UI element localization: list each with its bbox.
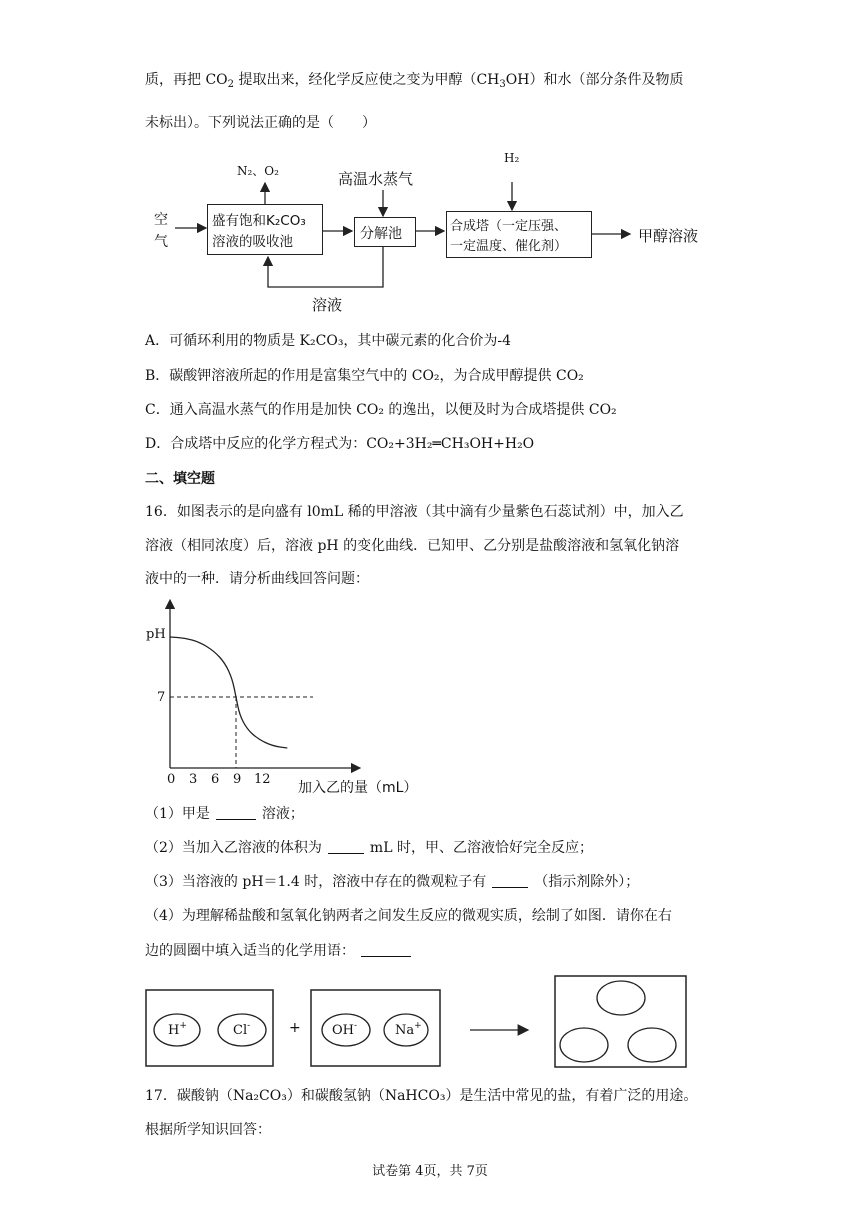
option-b: B．碳酸钾溶液所起的作用是富集空气中的 CO₂，为合成甲醇提供 CO₂ [145,368,584,384]
answer-blank-4[interactable] [361,942,411,957]
q16-part-3: （3）当溶液的 pH＝1.4 时，溶液中存在的微观粒子有 （指示剂除外）； [145,874,640,890]
q16-part-1: （1）甲是 溶液； [145,806,304,822]
product-circle-top[interactable] [597,981,645,1015]
q16-line-3: 液中的一种．请分析曲线回答问题： [145,571,369,587]
product-circle-left[interactable] [560,1028,608,1062]
steam-label: 高温水蒸气 [338,170,414,188]
option-a: A．可循环利用的物质是 K₂CO₃，其中碳元素的化合价为-4 [145,333,512,349]
hydrogen-label: H₂ [504,151,520,165]
x-tick-12: 12 [254,772,271,787]
ph-curve [170,637,287,748]
x-tick-6: 6 [211,772,220,787]
air-label-bottom: 气 [154,234,168,250]
absorber-box [207,204,323,255]
x-tick-3: 3 [189,772,198,787]
x-axis-label: 加入乙的量（mL） [298,780,418,796]
answer-blank-1[interactable] [216,805,256,820]
y-axis-label: pH [146,627,166,642]
exhaust-gas-label: N₂、O₂ [237,164,279,178]
option-c: C．通入高温水蒸气的作用是加快 CO₂ 的逸出，以便及时为合成塔提供 CO₂ [145,402,617,418]
page-footer: 试卷第 4页，共 7页 [372,1164,488,1179]
product-box [555,976,686,1067]
plus-sign: + [289,1020,301,1036]
micro-reaction-svg [0,0,860,120]
ion-na-label: Na+ [395,1021,422,1038]
decomposer-box [354,217,416,247]
section-heading: 二、填空题 [145,471,215,487]
option-d: D．合成塔中反应的化学方程式为：CO₂+3H₂═CH₃OH+H₂O [145,436,535,452]
decomposer-label: 分解池 [360,226,402,242]
q16-line-1: 16．如图表示的是向盛有 l0mL 稀的甲溶液（其中滴有少量紫色石蕊试剂）中，加入乙 [145,504,684,520]
q16-line-2: 溶液（相同浓度）后，溶液 pH 的变化曲线．已知甲、乙分别是盐酸溶液和氢氧化钠溶 [145,538,680,554]
product-label: 甲醇溶液 [638,227,699,245]
q17-line-2: 根据所学知识回答： [145,1122,271,1138]
return-solution-label: 溶液 [312,296,343,314]
q16-part-4-line-1: （4）为理解稀盐酸和氢氧化钠两者之间发生反应的微观实质，绘制了如图．请你在右 [145,908,672,924]
absorber-label-2: 溶液的吸收池 [212,234,293,250]
air-label-top: 空 [154,212,168,228]
reactor-label-1: 合成塔（一定压强、 [450,219,568,234]
q16-part-4-line-2: 边的圆圈中填入适当的化学用语： [145,941,417,961]
x-tick-0: 0 [167,772,176,787]
answer-blank-2[interactable] [328,839,364,854]
intro-line-1: 质，再把 $CO_2$ 提取出来，经化学反应使之变为甲醇$(CH_3OH)$和水（部分条件及物质 [145,72,684,90]
q17-line-1: 17．碳酸钠（Na₂CO₃）和碳酸氢钠（NaHCO₃）是生活中常见的盐，有着广泛的用途。 [145,1088,698,1104]
reactor-box [446,211,592,258]
x-tick-9: 9 [233,772,242,787]
intro-line-2: 未标出）。下列说法正确的是（ ） [145,115,376,131]
y-tick-7: 7 [157,690,166,705]
ion-cl-label: Cl- [233,1021,251,1038]
acid-box [146,990,273,1066]
ion-h-label: H+ [168,1021,187,1038]
q16-part-2: （2）当加入乙溶液的体积为 mL 时，甲、乙溶液恰好完全反应； [145,840,593,856]
reactor-label-2: 一定温度、催化剂） [450,239,568,254]
answer-blank-3[interactable] [492,873,528,888]
product-circle-right[interactable] [628,1028,676,1062]
ion-oh-label: OH- [332,1021,358,1038]
absorber-label-1: 盛有饱和K₂CO₃ [212,213,306,229]
